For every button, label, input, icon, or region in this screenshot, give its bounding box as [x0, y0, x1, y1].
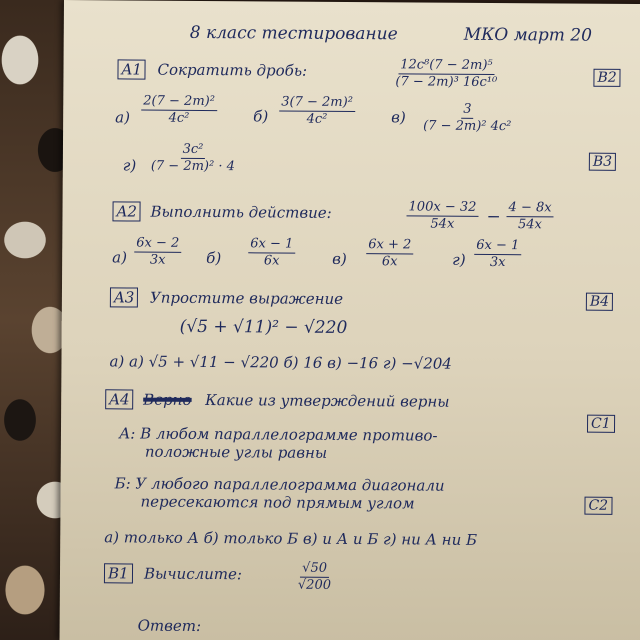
a2-expression-second — [506, 201, 553, 233]
a1-main-fraction — [393, 58, 499, 90]
a2-expression-second-numerator: 4 − 8x — [506, 201, 553, 218]
a2-option-g-label: г) — [452, 250, 466, 269]
a1-task: Сократить дробь: — [157, 60, 308, 80]
b1-fraction — [296, 562, 333, 594]
a1-main-denominator: (7 − 2m)³ 16c¹⁰ — [395, 74, 498, 91]
a1-option-b-numerator: 3(7 − 2m)² — [279, 96, 355, 113]
a1-option-a-numerator: 2(7 − 2m)² — [141, 95, 217, 112]
a3-answers: а) а) √5 + √11 − √220 б) 16 в) −16 г) −√204 — [109, 352, 452, 373]
a3-expression: (√5 + √11)² − √220 — [179, 316, 348, 338]
a4-answers: а) только А б) только Б в) и А и Б г) ни А ни Б — [104, 528, 478, 549]
right-tag-b3: B3 — [589, 154, 616, 170]
a1-option-v-numerator: 3 — [461, 103, 473, 119]
a2-option-a-numerator: 6x − 2 — [134, 236, 181, 253]
a3-tag: A3 — [110, 290, 138, 305]
a2-task: Выполнить действие: — [150, 202, 332, 222]
a2-option-v-denominator: 6x — [381, 254, 398, 270]
a1-option-g-denominator: (7 − 2m)² · 4 — [150, 158, 235, 175]
a4-statement-a-line2: положные углы равны — [144, 442, 328, 462]
a2-option-a — [134, 236, 181, 268]
a4-struck-word: Верно — [143, 390, 192, 409]
a4-statement-b-line1: Б: У любого параллелограмма диагонали — [114, 474, 445, 495]
a1-option-v-denominator: (7 − 2m)² 4c² — [423, 118, 512, 135]
b1-task: Вычислите: — [143, 564, 243, 584]
a2-expression-second-denominator: 54x — [517, 217, 542, 233]
b1-answer-label: Ответ: — [137, 616, 202, 635]
a2-option-b-label: б) — [206, 248, 222, 268]
a1-option-b — [279, 96, 355, 128]
right-tag-b2: B2 — [593, 70, 620, 86]
header-right: МКО март 20 — [463, 24, 593, 46]
a1-main-numerator: 12c⁸(7 − 2m)⁵ — [398, 58, 495, 75]
a2-option-b-denominator: 6x — [263, 253, 280, 269]
a4-tag: A4 — [105, 392, 133, 407]
a2-option-b-numerator: 6x − 1 — [248, 237, 295, 254]
header-left: 8 класс тестирование — [189, 22, 398, 45]
a2-option-g-denominator: 3x — [489, 255, 506, 271]
b1-tag: B1 — [104, 566, 133, 581]
a2-option-v-label: в) — [332, 249, 347, 268]
worksheet-paper — [60, 0, 640, 640]
b1-denominator: √200 — [297, 577, 332, 594]
right-tag-c1: C1 — [587, 416, 615, 432]
a2-minus-sign: − — [486, 206, 501, 228]
b1-numerator: √50 — [300, 562, 329, 578]
a2-option-v-numerator: 6x + 2 — [366, 238, 413, 255]
a1-option-a-denominator: 4c² — [168, 111, 190, 127]
a2-option-a-label: а) — [112, 248, 128, 267]
a3-task: Упростите выражение — [149, 288, 344, 308]
a4-statement-a-line1: А: В любом параллелограмме противо- — [118, 424, 438, 445]
a1-option-b-label: б) — [253, 107, 269, 126]
a2-option-b — [248, 237, 295, 269]
a1-option-v-label: в) — [391, 108, 406, 127]
a2-option-g-numerator: 6x − 1 — [474, 239, 521, 256]
right-tag-c2: C2 — [584, 498, 612, 514]
right-tag-b4: B4 — [586, 294, 613, 310]
a4-statement-b-line2: пересекаются под прямым углом — [140, 492, 415, 513]
a1-option-g-numerator: 3c² — [181, 143, 206, 159]
a1-tag: A1 — [117, 62, 145, 77]
a2-option-g — [474, 239, 521, 271]
a1-option-b-denominator: 4c² — [306, 111, 328, 128]
a4-task: Какие из утверждений верны — [205, 390, 450, 411]
a1-option-g — [149, 143, 237, 175]
a1-option-v — [421, 102, 513, 134]
a2-option-v — [366, 238, 413, 270]
a2-expression-first — [406, 200, 478, 232]
a1-option-a-label: а) — [115, 108, 131, 127]
a2-expression-first-numerator: 100x − 32 — [406, 200, 478, 217]
a2-option-a-denominator: 3x — [149, 252, 166, 269]
a1-option-g-label: г) — [122, 156, 137, 175]
a2-tag: A2 — [112, 204, 140, 219]
a2-expression-first-denominator: 54x — [430, 216, 455, 233]
a1-option-a — [141, 95, 217, 127]
